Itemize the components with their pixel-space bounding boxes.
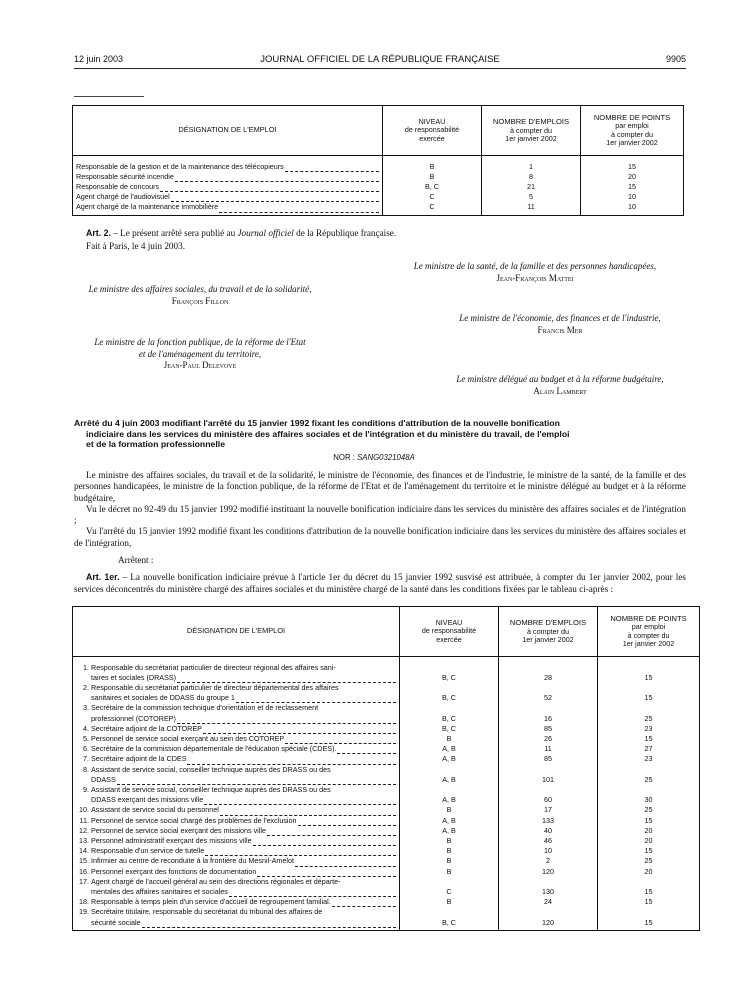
row-number: 11. [79, 815, 89, 825]
table-row [73, 172, 684, 182]
row-number: 7. [83, 754, 89, 764]
leader-dots [267, 828, 396, 836]
leader-dots [257, 869, 396, 877]
page-number: 9905 [665, 54, 686, 64]
leader-dots [187, 757, 396, 765]
designation-cell: 10. Assistant de service social du personnel [73, 805, 400, 815]
emplois-cell: 85 [499, 754, 598, 764]
leader-dots [160, 184, 379, 192]
emplois-cell: 1 [482, 162, 581, 172]
leader-dots [298, 818, 396, 826]
niveau-cell: B [400, 734, 499, 744]
table-row [73, 785, 700, 805]
table-row [73, 826, 700, 836]
niveau-cell: A, B [400, 754, 499, 764]
emplois-cell: 130 [499, 877, 598, 897]
table-row [73, 182, 684, 192]
col-niveau: NIVEAU de responsabilité exercée [400, 607, 499, 657]
niveau-cell: B, C [400, 663, 499, 683]
niveau-cell: B [400, 897, 499, 907]
designation-cell: 4. Secrétaire adjoint de la COTOREP [73, 724, 400, 734]
points-cell: 25 [598, 703, 700, 723]
row-number: 15. [79, 856, 89, 866]
col-designation: DÉSIGNATION DE L'EMPLOI [73, 607, 400, 657]
leader-dots [204, 797, 396, 805]
designation-cell: 16. Personnel exerçant des fonctions de documentation [73, 867, 400, 877]
signature-fonction-publique: Le ministre de la fonction publique, de la réforme de l'Etat et de l'aménagement du territoire, Jean-Paul Delevoye [94, 337, 306, 370]
row-number: 4. [83, 723, 89, 733]
table-row [73, 867, 700, 877]
col-designation: DÉSIGNATION DE L'EMPLOI [73, 106, 383, 156]
designation-cell: 5. Personnel de service social exerçant au sein des COTOREP [73, 734, 400, 744]
signature-economie: Le ministre de l'économie, des finances et de l'industrie, Francis Mer [459, 313, 661, 335]
row-number: 14. [79, 846, 89, 856]
row-number: 1. [83, 662, 89, 672]
signature-affaires-sociales: Le ministre des affaires sociales, du travail et de la solidarité, François Fillon [88, 284, 312, 306]
niveau-cell: B, C [400, 683, 499, 703]
emplois-cell: 8 [482, 172, 581, 182]
emplois-cell: 120 [499, 867, 598, 877]
niveau-cell: B [383, 162, 482, 172]
leader-dots [219, 205, 379, 213]
leader-dots [220, 808, 396, 816]
signature-sante: Le ministre de la santé, de la famille et des personnes handicapées, Jean-François Mattei [413, 261, 657, 283]
emplois-table-2 [72, 606, 700, 931]
niveau-cell: A, B [400, 765, 499, 785]
points-cell: 25 [598, 805, 700, 815]
table-row [73, 703, 700, 723]
leader-dots [253, 838, 396, 846]
leader-dots [177, 675, 396, 683]
emplois-cell: 120 [499, 907, 598, 927]
designation-cell: 6. Secrétaire de la commission départementale de l'éducation spéciale (CDES). [73, 744, 400, 754]
designation-cell: Responsable de la gestion et de la maintenance des télécopieurs [73, 162, 383, 172]
emplois-cell: 46 [499, 836, 598, 846]
points-cell: 15 [598, 846, 700, 856]
designation-cell: 9. Assistant de service social, conseiller technique auprès des DRASS ou des DDASS exerçant des missions ville [73, 785, 400, 805]
designation-cell: Responsable sécurité incendie [73, 172, 383, 182]
emplois-cell: 5 [482, 192, 581, 202]
points-cell: 15 [598, 683, 700, 703]
points-cell: 20 [598, 826, 700, 836]
row-number: 17. [79, 876, 89, 886]
leader-dots [177, 716, 396, 724]
col-nombre-emplois: NOMBRE D'EMPLOIS à compter du 1er janvier 2002 [482, 106, 581, 156]
article-2: Art. 2. – Le présent arrêté sera publié au Journal officiel de la République française. Fait à Paris, le 4 juin 2003. [74, 228, 686, 253]
table-row [73, 846, 700, 856]
row-number: 6. [83, 744, 89, 754]
points-cell: 23 [598, 754, 700, 764]
leader-dots [285, 164, 379, 172]
points-cell: 27 [598, 744, 700, 754]
header-rule [74, 68, 686, 69]
table-row [73, 907, 700, 927]
separator-rule [74, 96, 144, 97]
niveau-cell: A, B [400, 785, 499, 805]
header-date: 12 juin 2003 [74, 54, 124, 64]
leader-dots [337, 746, 396, 754]
emplois-cell: 28 [499, 663, 598, 683]
points-cell: 30 [598, 785, 700, 805]
emplois-cell: 21 [482, 182, 581, 192]
niveau-cell: B [400, 856, 499, 866]
points-cell: 23 [598, 724, 700, 734]
emplois-cell: 52 [499, 683, 598, 703]
table-row [73, 897, 700, 907]
emplois-cell: 16 [499, 703, 598, 723]
leader-dots [117, 777, 396, 785]
designation-cell: Responsable de concours [73, 182, 383, 192]
table-row [73, 856, 700, 866]
signature-budget: Le ministre délégué au budget et à la réforme budgétaire, Alain Lambert [456, 374, 664, 396]
points-cell: 10 [581, 202, 684, 212]
table-row [73, 754, 700, 764]
niveau-cell: B [400, 805, 499, 815]
table-row [73, 765, 700, 785]
fait-a-paris: Fait à Paris, le 4 juin 2003. [86, 241, 186, 252]
niveau-cell: C [383, 202, 482, 212]
niveau-cell: A, B [400, 744, 499, 754]
niveau-cell: A, B [400, 826, 499, 836]
table-row [73, 724, 700, 734]
row-number: 18. [79, 897, 89, 907]
row-number: 3. [83, 703, 89, 713]
row-number: 9. [83, 784, 89, 794]
leader-dots [203, 726, 396, 734]
points-cell: 25 [598, 765, 700, 785]
designation-cell: 1. Responsable du secrétariat particulier de directeur régional des affaires sani- taires et sociales (DRASS) [73, 663, 400, 683]
row-number: 12. [79, 825, 89, 835]
niveau-cell: B, C [400, 907, 499, 927]
points-cell: 15 [598, 734, 700, 744]
niveau-cell: B [383, 172, 482, 182]
emplois-cell: 11 [499, 744, 598, 754]
niveau-cell: C [400, 877, 499, 897]
niveau-cell: B [400, 867, 499, 877]
leader-dots [285, 736, 396, 744]
row-number: 5. [83, 733, 89, 743]
designation-cell: 17. Agent chargé de l'accueil général au sein des directions régionales et départe- mentales des affaires sanitaires et sociales [73, 877, 400, 897]
emplois-cell: 101 [499, 765, 598, 785]
designation-cell: 11. Personnel de service social chargé des problèmes de l'exclusion [73, 816, 400, 826]
niveau-cell: A, B [400, 816, 499, 826]
emplois-cell: 60 [499, 785, 598, 805]
points-cell: 15 [598, 907, 700, 927]
emplois-cell: 24 [499, 897, 598, 907]
table-row [73, 805, 700, 815]
leader-dots [205, 848, 396, 856]
visa-arrete: Vu l'arrêté du 15 janvier 1992 modifié fixant les conditions d'attribution de la nouvelle bonification indiciaire dans les services du ministère des affaires sociales et de l'intégration, [74, 526, 686, 548]
arrete-title: Arrêté du 4 juin 2003 modifiant l'arrêté du 15 janvier 1992 fixant les conditions d'attribution de la nouvelle bonification indiciaire dans les services du ministère des affaires sociales et de l'intégration et du ministère du travail, de l'emploi et de la formation professionnelle [74, 418, 570, 449]
emplois-cell: 133 [499, 816, 598, 826]
leader-dots [171, 194, 379, 202]
niveau-cell: C [383, 192, 482, 202]
designation-cell: Agent chargé de l'audiovisuel [73, 192, 383, 202]
table-row [73, 192, 684, 202]
table-row [73, 836, 700, 846]
row-number: 10. [79, 805, 89, 815]
designation-cell: 14. Responsable d'un service de tutelle [73, 846, 400, 856]
designation-cell: 8. Assistant de service social, conseiller technique auprès des DRASS ou des DDASS [73, 765, 400, 785]
emplois-cell: 85 [499, 724, 598, 734]
table-row [73, 744, 700, 754]
niveau-cell: B, C [400, 724, 499, 734]
designation-cell: 18. Responsable à temps plein d'un service d'accueil de regroupement familial. [73, 897, 400, 907]
niveau-cell: B, C [383, 182, 482, 192]
designation-cell: 12. Personnel de service social exerçant des missions ville [73, 826, 400, 836]
table-row [73, 663, 700, 683]
row-number: 19. [79, 907, 89, 917]
table-row [73, 683, 700, 703]
row-number: 8. [83, 764, 89, 774]
emplois-table-1 [72, 105, 684, 216]
points-cell: 25 [598, 856, 700, 866]
row-number: 2. [83, 682, 89, 692]
points-cell: 20 [598, 867, 700, 877]
emplois-cell: 2 [499, 856, 598, 866]
col-nombre-points: NOMBRE DE POINTS par emploi à compter du 1er janvier 2002 [598, 607, 700, 657]
leader-dots [175, 174, 379, 182]
points-cell: 20 [581, 172, 684, 182]
col-nombre-points: NOMBRE DE POINTS par emploi à compter du 1er janvier 2002 [581, 106, 684, 156]
table-row [73, 816, 700, 826]
designation-cell: 15. Infirmier au centre de reconduite à la frontière du Mesnil-Amelot [73, 856, 400, 866]
nor-reference: NOR : SANG0321048A [333, 453, 415, 462]
points-cell: 15 [598, 663, 700, 683]
designation-cell: Agent chargé de la maintenance immobilière [73, 202, 383, 212]
row-number: 13. [79, 835, 89, 845]
emplois-cell: 10 [499, 846, 598, 856]
designation-cell: 19. Secrétaire titulaire, responsable du secrétariat du tribunal des affaires de sécurité sociale [73, 907, 400, 927]
visa-decret: Vu le décret no 92-49 du 15 janvier 1992 modifié instituant la nouvelle bonification indiciaire dans les services du ministère des affaires sociales et de l'intégration ; [74, 503, 686, 526]
emplois-cell: 17 [499, 805, 598, 815]
col-nombre-emplois: NOMBRE D'EMPLOIS à compter du 1er janvier 2002 [499, 607, 598, 657]
visa-ministres: Le ministre des affaires sociales, du travail et de la solidarité, le ministre de l'économie, des finances et de l'industrie, le ministre de la santé, de la famille et des personnes handicapées, le ministre de la fonction publique, de la réforme de l'Etat et de l'aménagement du territoire et le ministre délégué au budget et à la réforme budgétaire, [74, 470, 686, 503]
table-row [73, 734, 700, 744]
arretent: Arrêtent : [118, 555, 154, 566]
leader-dots [229, 889, 396, 897]
emplois-cell: 40 [499, 826, 598, 836]
designation-cell: 13. Personnel administratif exerçant des missions ville [73, 836, 400, 846]
article-1: Art. 1er. – La nouvelle bonification indiciaire prévue à l'article 1er du décret du 15 janvier 1992 susvisé est attribuée, à compter du 1er janvier 2002, pour les services déconcentrés du ministère chargé des affaires sociales et du ministère chargé de la santé dans les conditions fixées par le tableau ci-après : [74, 572, 686, 594]
col-niveau: NIVEAU de responsabilité exercée [383, 106, 482, 156]
row-number: 16. [79, 866, 89, 876]
leader-dots [295, 859, 396, 867]
designation-cell: 3. Secrétaire de la commission technique d'orientation et de reclassement professionnel (COTOREP) [73, 703, 400, 723]
points-cell: 20 [598, 836, 700, 846]
designation-cell: 2. Responsable du secrétariat particulier de directeur départemental des affaires sanitaires et sociales de DDASS du groupe 1 [73, 683, 400, 703]
leader-dots [332, 899, 396, 907]
arrete-body [74, 470, 686, 595]
table-row [73, 202, 684, 212]
niveau-cell: B [400, 846, 499, 856]
points-cell: 15 [598, 897, 700, 907]
niveau-cell: B, C [400, 703, 499, 723]
designation-cell: 7. Secrétaire adjoint de la CDES [73, 754, 400, 764]
emplois-cell: 11 [482, 202, 581, 212]
points-cell: 15 [598, 877, 700, 897]
leader-dots [142, 920, 396, 928]
table-row [73, 877, 700, 897]
leader-dots [236, 695, 396, 703]
journal-title: JOURNAL OFFICIEL DE LA RÉPUBLIQUE FRANÇAISE [260, 54, 500, 65]
points-cell: 15 [581, 182, 684, 192]
points-cell: 15 [581, 162, 684, 172]
emplois-cell: 26 [499, 734, 598, 744]
points-cell: 15 [598, 816, 700, 826]
table-row [73, 162, 684, 172]
points-cell: 10 [581, 192, 684, 202]
niveau-cell: B [400, 836, 499, 846]
